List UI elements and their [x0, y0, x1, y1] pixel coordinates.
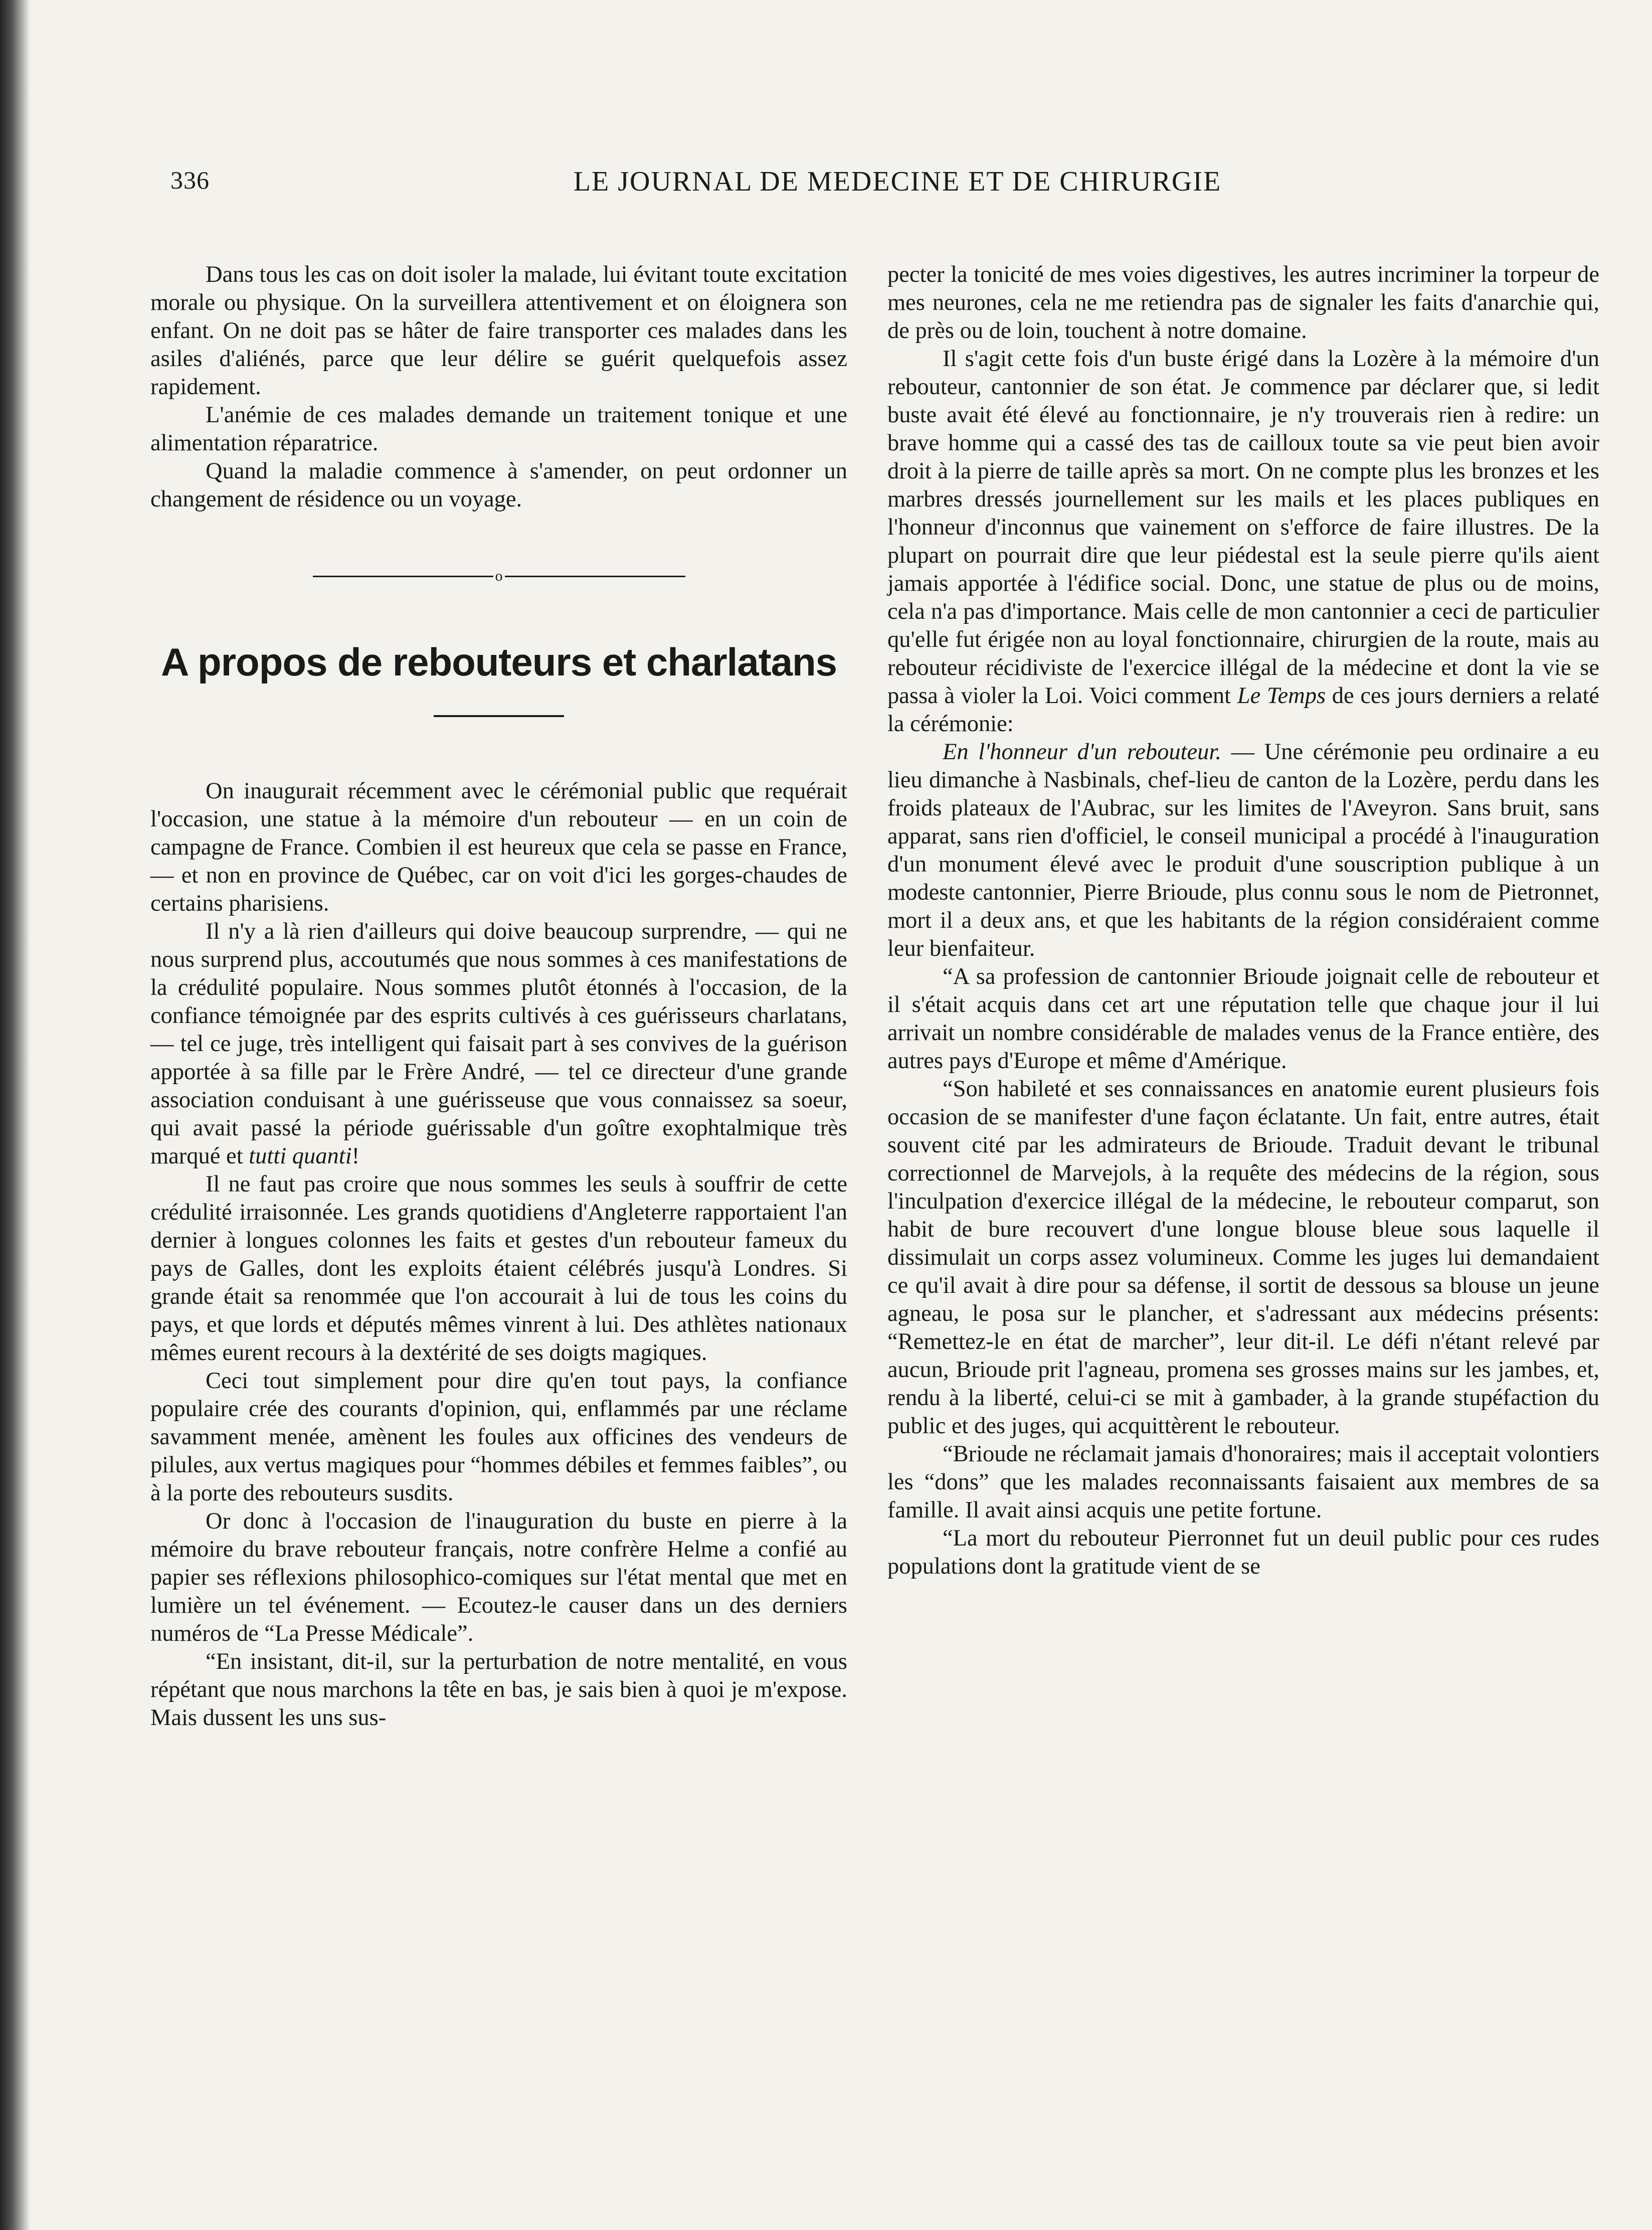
intro-paragraph-1: Dans tous les cas on doit isoler la malade, lui évitant toute excitation morale ou physique. On la surveillera attentivement et on éloignera son enfant. On ne doit pas se hâter de faire transporter ces malades dans les asiles d'aliénés, parce que leur délire se guérit quelquefois assez rapidement. [150, 262, 847, 400]
right-column [887, 261, 1599, 1581]
page-binding-edge [0, 0, 30, 2230]
right-paragraph-4: “A sa profession de cantonnier Brioude joignait celle de rebouteur et il s'était acquis dans cet art une réputation telle que chaque jour il lui arrivait un nombre considérable de malades venus de la France entière, des autres pays d'Europe et même d'Amérique. [887, 964, 1599, 1074]
right-paragraph-7: “La mort du rebouteur Pierronnet fut un deuil public pour ces rudes populations dont la gratitude vient de se [887, 1525, 1599, 1579]
article-paragraph-4: Ceci tout simplement pour dire qu'en tout pays, la confiance populaire crée des courants d'opinion, qui, enflammés par une réclame savamment menée, amènent les foules aux officines des vendeurs de pilules, aux vertus magiques pour “hommes débiles et femmes faibles”, ou à la porte des rebouteurs susdits. [150, 1368, 847, 1506]
intro-paragraph-3: Quand la maladie commence à s'amender, on peut ordonner un changement de résidence ou un voyage. [150, 458, 847, 512]
right-paragraph-2-text: Il s'agit cette fois d'un buste érigé dans la Lozère à la mémoire d'un rebouteur, cantonnier de son état. Je commence par déclarer que, si ledit buste avait été élevé au fonctionnaire, je n'y trouverais rien à redire: un brave homme qui a cassé des tas de cailloux toute sa vie peut bien avoir droit à la pierre de taille après sa mort. On ne compte plus les bronzes et les marbres dressés journellement sur les mails et les places publiques en l'honneur d'inconnus que vainement on s'efforce de faire illustres. De la plupart on pourrait dire que leur piédestal est la seule pierre qu'ils aient jamais apportée à l'édifice social. Donc, une statue de plus ou de moins, cela n'a pas d'importance. Mais celle de mon cantonnier a ceci de particulier qu'elle fut érigée non au loyal fonctionnaire, chirurgien de la route, mais au rebouteur récidiviste de l'exercice illégal de la médecine et dont la vie se passa à violer la Loi. Voici comment [887, 346, 1599, 709]
quoted-headline: En l'honneur d'un rebouteur. [943, 739, 1221, 765]
divider-line-right [505, 576, 685, 577]
article-paragraph-3: Il ne faut pas croire que nous sommes les seuls à souffrir de cette crédulité irraisonnée. Les grands quotidiens d'Angleterre rapportaient l'an dernier à longues colonnes les faits et gestes d'un rebouteur fameux du pays de Galles, dont les exploits étaient célébrés jusqu'à Londres. Si grande était sa renommée que l'on accourait à lui de tous les coins du pays, et que lords et députés mêmes vinrent à lui. Des athlètes nationaux mêmes eurent recours à la dextérité de ses doigts magiques. [150, 1171, 847, 1365]
right-paragraph-3-text: — Une cérémonie peu ordinaire a eu lieu dimanche à Nasbinals, chef-lieu de canton de la Lozère, perdu dans les froids plateaux de l'Aubrac, sur les limites de l'Aveyron. Sans bruit, sans apparat, sans rien d'officiel, le conseil municipal a procédé à l'inauguration d'un monument élevé avec le produit d'une souscription publique à un modeste cantonnier, Pierre Brioude, plus connu sous le nom de Pietronnet, mort il a deux ans, et que les habitants de la région considéraient comme leur bienfaiteur. [887, 739, 1599, 961]
divider-mark: o [495, 568, 503, 584]
continuation-paragraph: pecter la tonicité de mes voies digestives, les autres incriminer la torpeur de mes neurones, cela ne me retiendra pas de signaler les faits d'anarchie qui, de près ou de loin, touchent à notre domaine. [887, 262, 1599, 344]
intro-paragraph-2: L'anémie de ces malades demande un traitement tonique et une alimentation réparatrice. [150, 402, 847, 456]
article-paragraph-2-text: Il n'y a là rien d'ailleurs qui doive beaucoup surprendre, — qui ne nous surprend plus, accoutumés que nous sommes à ces manifestations de la crédulité populaire. Nous sommes plutôt étonnés à l'occasion, de la confiance témoignée par des esprits cultivés à ces guérisseurs charlatans, — tel ce juge, très intelligent qui faisait part à ses convives de la guérison apportée à sa fille par le Frère André, — tel ce directeur d'une grande association conduisant à une guérisseuse que vous connaissez sa soeur, qui avait passé la période guérissable d'un goître exophtalmique très marqué et [150, 919, 847, 1169]
right-paragraph-2 [887, 345, 1599, 738]
italic-phrase: tutti quanti [249, 1143, 352, 1169]
article-paragraph-5: Or donc à l'occasion de l'inauguration du buste en pierre à la mémoire du brave rebouteur français, notre confrère Helme a confié au papier ses réflexions philosophico-comiques sur l'état mental que met en lumière un tel événement. — Ecoutez-le causer dans un des derniers numéros de “La Presse Médicale”. [150, 1508, 847, 1646]
title-rule [434, 715, 564, 717]
article-paragraph-6: “En insistant, dit-il, sur la perturbation de notre mentalité, en vous répétant que nous marchons la tête en bas, je sais bien à quoi je m'expose. Mais dussent les uns sus- [150, 1649, 847, 1731]
running-title: LE JOURNAL DE MEDECINE ET DE CHIRURGIE [573, 166, 1222, 197]
right-paragraph-6: “Brioude ne réclamait jamais d'honoraires; mais il acceptait volontiers les “dons” que les malades reconnaissants faisaient aux membres de sa famille. Il avait ainsi acquis une petite fortune. [887, 1441, 1599, 1523]
article-title: A propos de rebouteurs et charlatans [160, 640, 837, 684]
page-header [170, 165, 1624, 206]
article-paragraph-2 [150, 918, 847, 1170]
page-number: 336 [170, 166, 210, 194]
right-paragraph-3 [887, 738, 1599, 963]
italic-suffix: ! [351, 1143, 360, 1169]
right-paragraph-5: “Son habileté et ses connaissances en anatomie eurent plusieurs fois occasion de se manifester d'une façon éclatante. Un fait, entre autres, était souvent cité par les admirateurs de Brioude. Traduit devant le tribunal correctionnel de Marvejols, à la requête des médecins de la région, sous l'inculpation d'exercice illégal de la médecine, le rebouteur comparut, son habit de bure recouvert d'une longue blouse bleue sous laquelle il dissimulait un corps assez volumineux. Comme les juges lui demandaient ce qu'il avait à dire pour sa défense, il sortit de dessous sa blouse un jeune agneau, le posa sur le plancher, et s'adressant aux médecins présents: “Remettez-le en état de marcher”, leur dit-il. Le défi n'étant relevé par aucun, Brioude prit l'agneau, promena ses grosses mains sur les jambes, et, rendu à la liberté, celui-ci se mit à gambader, à la grande stupéfaction du public et des juges, qui acquittèrent le rebouteur. [887, 1076, 1599, 1439]
newspaper-name: Le Temps [1237, 683, 1326, 709]
divider-line-left [313, 576, 493, 577]
article-paragraph-1: On inaugurait récemment avec le cérémonial public que requérait l'occasion, une statue à la mémoire d'un rebouteur — en un coin de campagne de France. Combien il est heureux que cela se passe en France, — et non en province de Québec, car on voit d'ici les gorges-chaudes de certains pharisiens. [150, 778, 847, 916]
section-divider [150, 569, 847, 584]
left-column [150, 261, 847, 1732]
right-paragraph-2-end: de ces jours derniers a relaté la cérémonie: [887, 683, 1600, 737]
